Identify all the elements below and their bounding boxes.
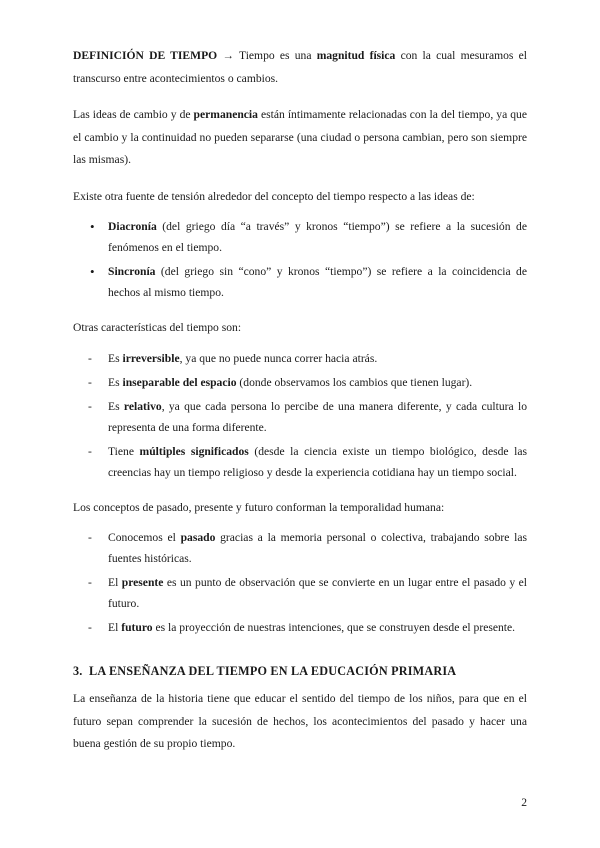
page-number: 2 [521,796,527,809]
characteristics-paragraph: Otras características del tiempo son: [73,321,242,334]
dash-marker: - [88,399,92,413]
definition-paragraph [73,45,527,90]
temporality-paragraph: Los conceptos de pasado, presente y futuro conforman la temporalidad humana: [73,500,445,514]
bold-term: múltiples significados [139,444,249,458]
bold-term: inseparable del espacio [122,375,237,389]
text-run: gracias a la memoria personal o colectiva, trabajando sobre las fuentes históricas. [108,531,527,565]
section-number: 3. [73,664,83,678]
change-paragraph [73,104,527,172]
list-item [73,372,527,393]
bold-term: futuro [121,621,153,634]
text-run: (del griego sin “cono” y kronos “tiempo”) se refiere a la coincidencia de hechos al mismo tiempo. [108,265,527,299]
text-run: Es [108,375,123,389]
text-run: Es [108,351,123,365]
text-run: Las ideas de cambio y de [73,108,194,121]
list-item [73,572,527,614]
list-item [73,261,527,303]
bold-term: magnitud física [316,49,396,62]
list-item [73,348,527,369]
dash-marker: - [88,621,92,634]
text-run: Es [108,399,124,413]
bold-term: presente [121,576,164,589]
tension-paragraph: Existe otra fuente de tensión alrededor del concepto del tiempo respecto a las ideas de: [73,189,475,203]
bold-term: irreversible [122,351,180,365]
bold-term: permanencia [193,108,258,121]
text-run: , ya que cada persona lo percibe de una manera diferente, y cada cultura lo representa de una forma diferente. [108,399,527,434]
teaching-paragraph: La enseñanza de la historia tiene que educar el sentido del tiempo de los niños, para que en el futuro sepan comprender la sucesión de hechos, los acontecimientos del pasado y hacer una buena gestión de su propio tiempo. [73,692,527,750]
arrow-glyph: → [217,49,240,62]
dash-marker: - [88,444,92,458]
temporality-list [73,527,527,638]
section-title: LA ENSEÑANZA DEL TIEMPO EN LA EDUCACIÓN PRIMARIA [89,664,457,678]
dash-marker: - [88,375,92,389]
text-run: Tiempo es una [239,49,317,62]
bold-term: Diacronía [108,220,157,233]
text-run: (del griego día “a través” y kronos “tiempo”) se refiere a la sucesión de fenómenos en el tiempo. [108,220,527,254]
text-run: (desde la ciencia existe un tiempo biológico, desde las creencias hay un tiempo religioso y desde la experiencia cotidiana hay un tiempo social. [108,444,527,479]
list-item [73,527,527,569]
list-item [73,441,527,483]
text-run: es un punto de observación que se convierte en un lugar entre el pasado y el futuro. [108,576,528,610]
text-run: Tiene [108,444,140,458]
bullet-marker: • [90,219,95,234]
text-run: con la cual mesuramos el transcurso entre acontecimientos o cambios. [73,49,527,85]
bold-term: pasado [180,531,216,544]
bullet-marker: • [90,264,95,279]
list-item [73,396,527,438]
text-run: es la proyección de nuestras intenciones, que se construyen desde el presente. [152,621,516,634]
section-heading [73,660,527,682]
text-run: El [108,576,122,589]
dash-marker: - [88,351,92,365]
definition-term: DEFINICIÓN DE TIEMPO [73,49,218,62]
text-run: (donde observamos los cambios que tienen lugar). [236,375,473,389]
dash-marker: - [88,576,92,589]
page-content [73,45,527,756]
bold-term: relativo [123,399,162,413]
text-run: , ya que no puede nunca correr hacia atrás. [179,351,378,365]
text-run: Conocemos el [108,531,181,544]
list-item [73,617,527,638]
dash-marker: - [88,531,92,544]
bullet-list [73,216,527,303]
characteristics-list [73,348,527,483]
bold-term: Sincronía [108,265,156,278]
list-item [73,216,527,258]
text-run: están íntimamente relacionadas con la del tiempo, ya que el cambio y la continuidad no pueden separarse (una ciudad o persona cambian, pero son siempre las mismas). [73,108,527,166]
text-run: El [108,621,122,634]
